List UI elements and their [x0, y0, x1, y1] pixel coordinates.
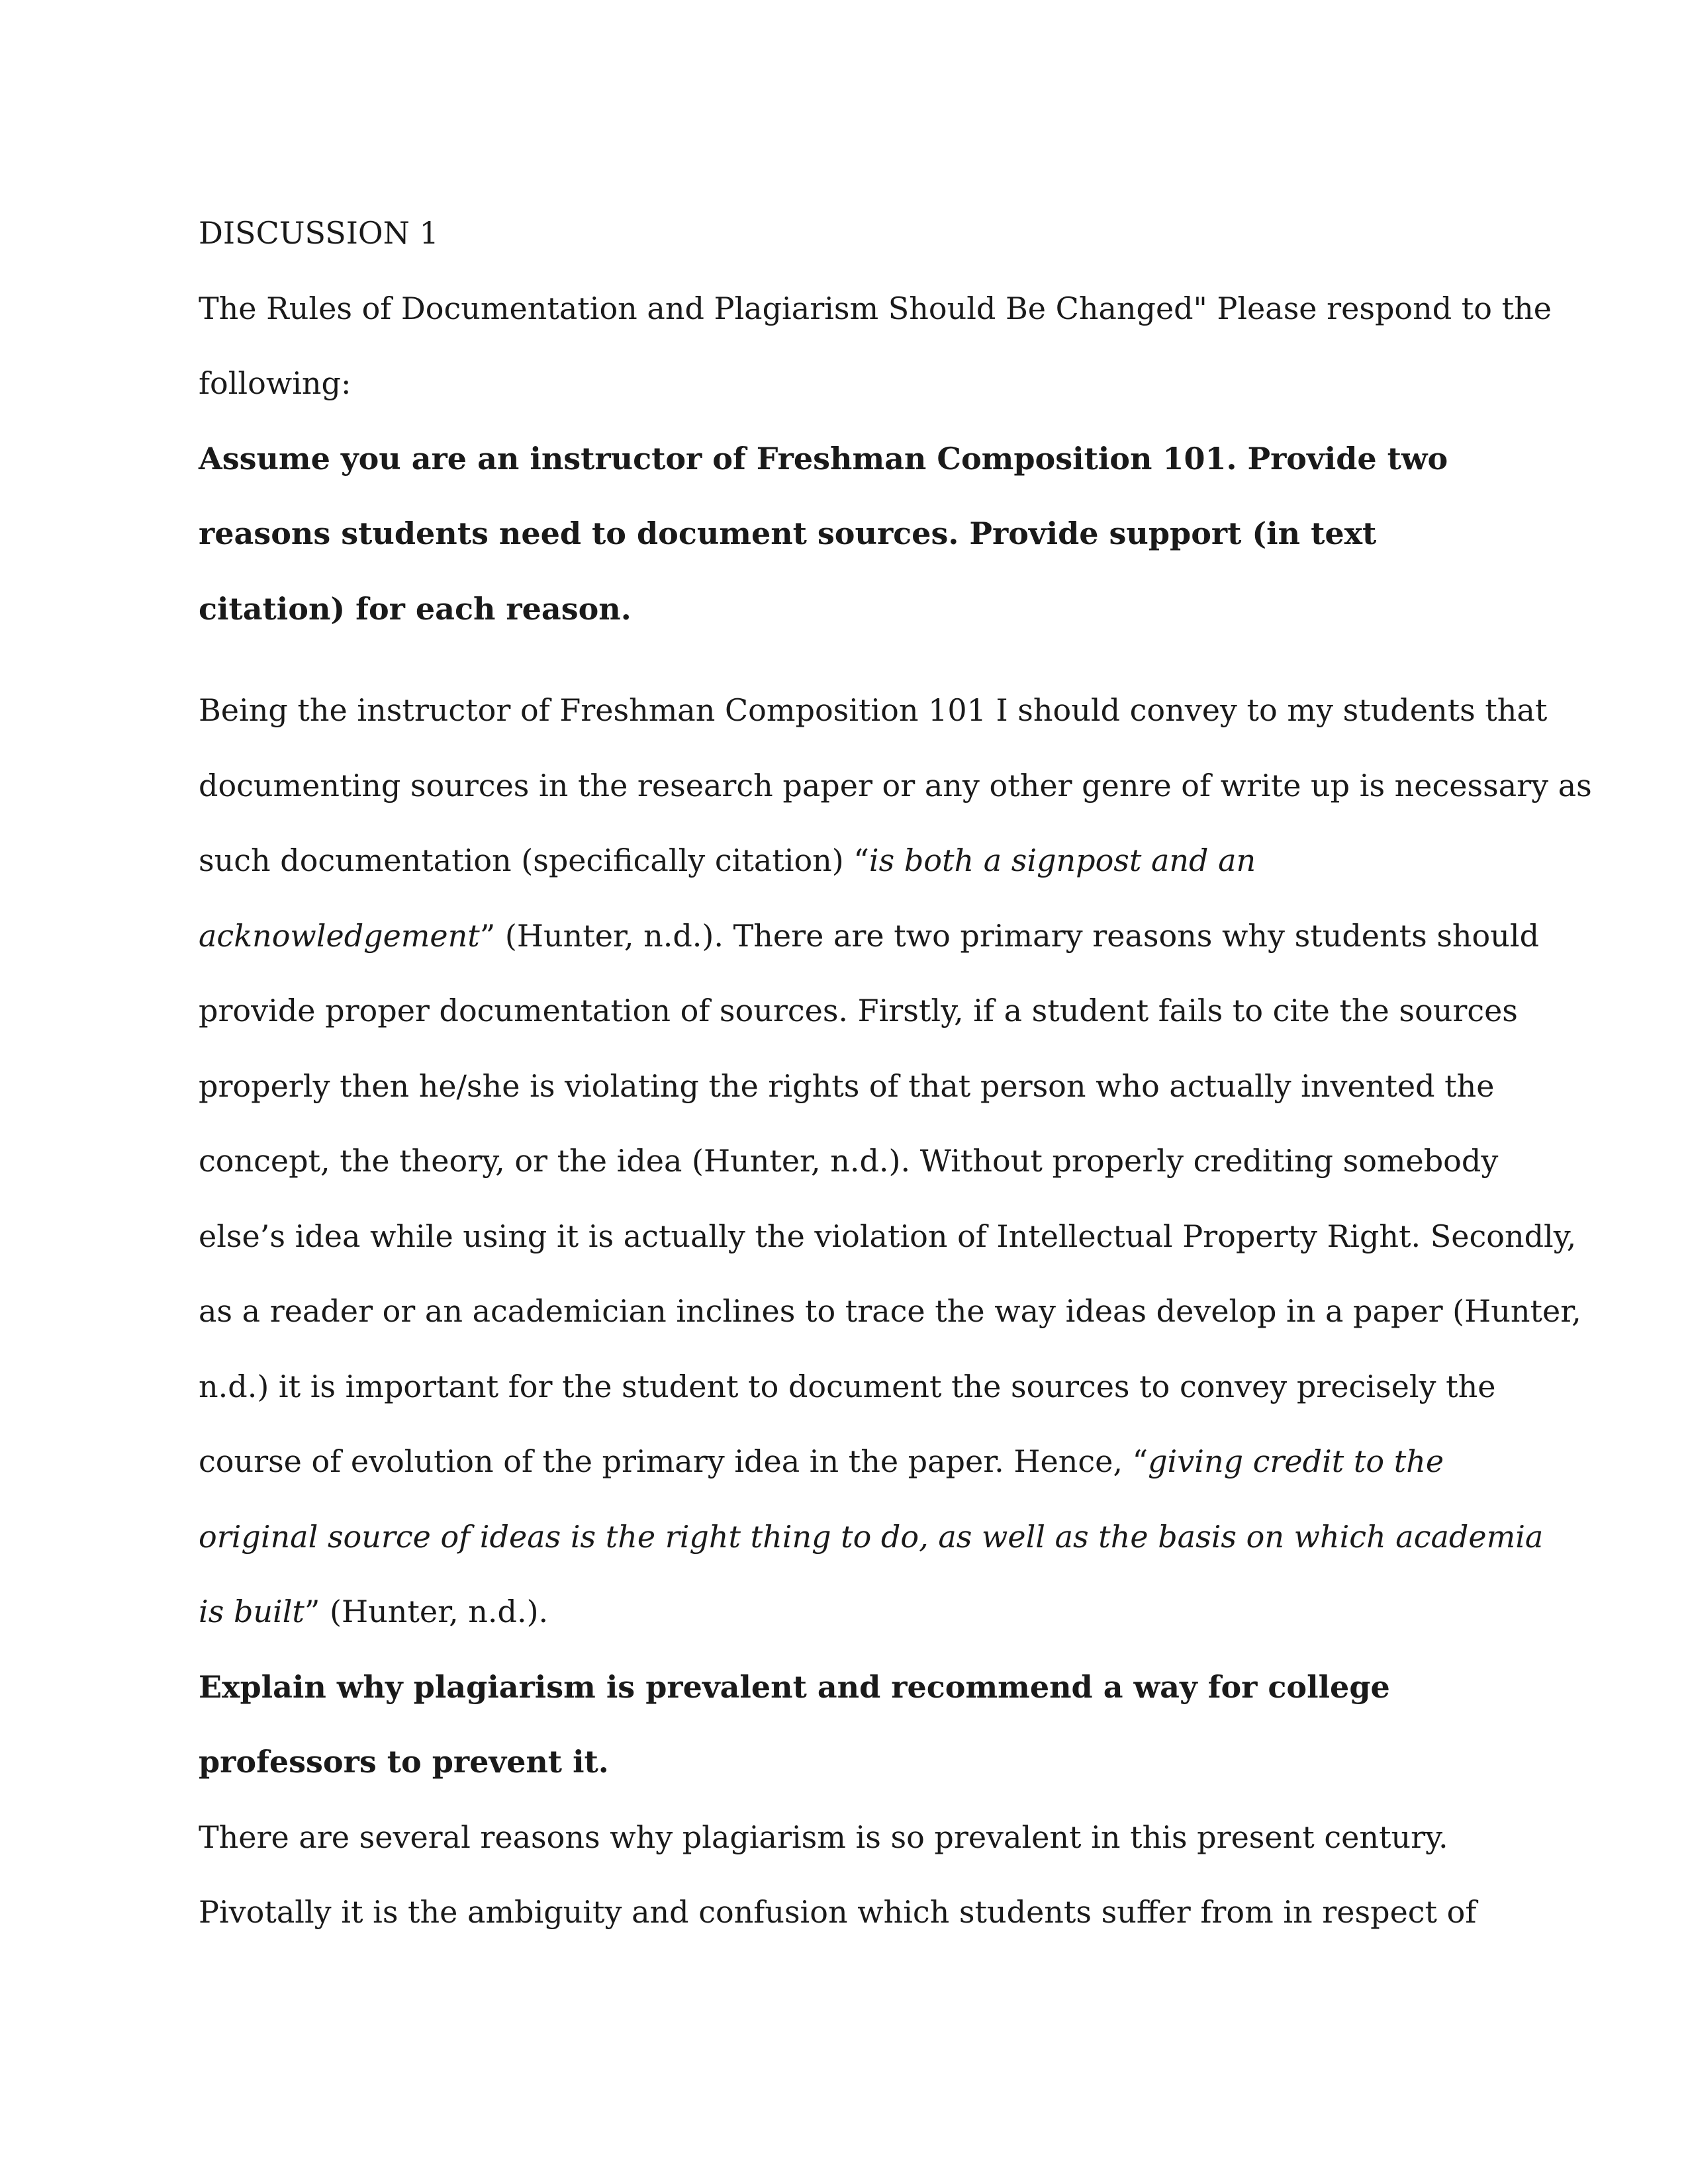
answer-1-text: ” (Hunter, n.d.).: [304, 1594, 549, 1629]
question-1-line: citation) for each reason.: [199, 590, 632, 627]
question-2-line: professors to prevent it.: [199, 1744, 609, 1780]
answer-1-line: properly then he/she is violating the rights of that person who actually invented the: [199, 1068, 1495, 1104]
prompt-line: following:: [199, 365, 352, 401]
answer-2-line: There are several reasons why plagiarism is so prevalent in this present century.: [199, 1819, 1448, 1855]
question-2-line: Explain why plagiarism is prevalent and recommend a way for college: [199, 1668, 1390, 1705]
prompt-line: The Rules of Documentation and Plagiarism Should Be Changed" Please respond to the: [199, 290, 1552, 326]
document-body: [199, 196, 1592, 1950]
answer-1-line: documenting sources in the research paper or any other genre of write up is necessary as: [199, 767, 1592, 803]
answer-1-line: [199, 1424, 1496, 1500]
answer-1-line: else’s idea while using it is actually the violation of Intellectual Property Right. Secondly,: [199, 1218, 1577, 1254]
answer-1-text: course of evolution of the primary idea in the paper. Hence, “: [199, 1443, 1149, 1479]
answer-1-text: ” (Hunter, n.d.). There are two primary reasons why students should: [479, 917, 1540, 954]
answer-1-line: provide proper documentation of sources. Firstly, if a student fails to cite the sources: [199, 993, 1518, 1028]
quoted-text: acknowledgement: [199, 917, 480, 954]
answer-1-text: such documentation (specifically citation) “: [199, 842, 869, 878]
question-1-line: reasons students need to document sources. Provide support (in text: [199, 516, 1377, 551]
quoted-text: original source of ideas is the right thing to do, as well as the basis on which academia: [199, 1518, 1544, 1555]
answer-1-line: concept, the theory, or the idea (Hunter, n.d.). Without properly crediting somebody: [199, 1143, 1499, 1179]
document-heading: DISCUSSION 1: [199, 215, 439, 251]
quoted-text: is built: [199, 1594, 305, 1629]
paragraph-spacer: [199, 647, 1496, 673]
answer-1-line: n.d.) it is important for the student to document the sources to convey precisely the: [199, 1368, 1496, 1404]
answer-2-line: Pivotally it is the ambiguity and confusion which students suffer from in respect of: [199, 1894, 1477, 1930]
answer-1-line: [199, 1500, 1544, 1575]
quoted-text: is both a signpost and an: [868, 842, 1256, 878]
answer-1-line: Being the instructor of Freshman Composition 101 I should convey to my students that: [199, 692, 1548, 728]
answer-1-line: [199, 1574, 1496, 1650]
answer-1-line: [199, 823, 1496, 899]
quoted-text: giving credit to the: [1148, 1443, 1444, 1479]
answer-1-line: [199, 899, 1540, 974]
question-1-line: Assume you are an instructor of Freshman Composition 101. Provide two: [199, 440, 1448, 477]
answer-1-line: as a reader or an academician inclines to trace the way ideas develop in a paper (Hunter,: [199, 1293, 1581, 1329]
